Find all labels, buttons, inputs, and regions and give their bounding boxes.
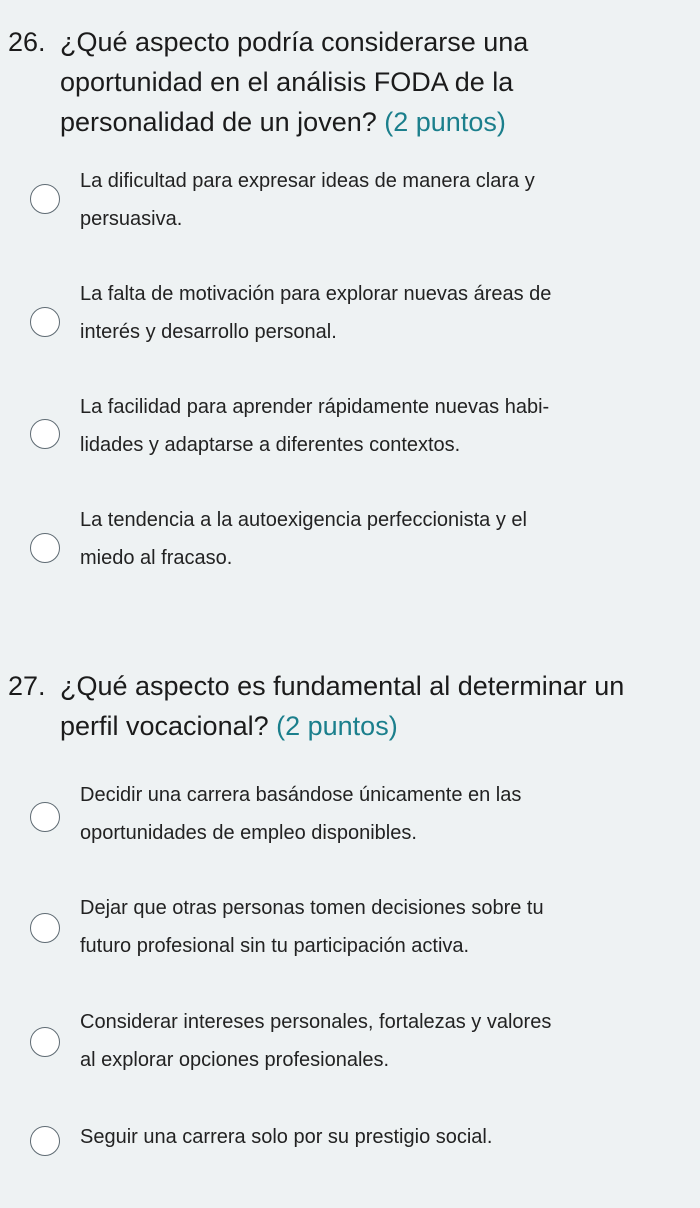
question-26-option-b[interactable]: [0, 273, 700, 363]
option-text: La dificultad para expresar ideas de manera clara y persuasiva.: [80, 170, 535, 230]
question-26-option-c[interactable]: [0, 386, 700, 476]
radio-button[interactable]: [30, 1027, 60, 1057]
option-text: Considerar intereses personales, fortalezas y valores al explorar opciones profesionales.: [80, 1011, 552, 1071]
question-points: (2 puntos): [276, 711, 398, 741]
radio-button[interactable]: [30, 1126, 60, 1156]
radio-button[interactable]: [30, 184, 60, 214]
radio-button[interactable]: [30, 913, 60, 943]
question-title-line: ¿Qué aspecto es fundamental al determinar un: [60, 671, 625, 701]
option-text: Seguir una carrera solo por su prestigio social.: [80, 1126, 493, 1148]
option-text: La falta de motivación para explorar nuevas áreas de interés y desarrollo personal.: [80, 283, 552, 343]
question-27-option-d[interactable]: [0, 1118, 700, 1208]
radio-button[interactable]: [30, 533, 60, 563]
radio-button[interactable]: [30, 307, 60, 337]
option-text: Dejar que otras personas tomen decisiones sobre tu futuro profesional sin tu participación activa.: [80, 897, 544, 957]
question-title-line: ¿Qué aspecto podría considerarse una: [60, 27, 529, 57]
question-26-title: [0, 22, 690, 142]
question-27-option-a[interactable]: [0, 776, 700, 866]
option-text: La tendencia a la autoexigencia perfeccionista y el miedo al fracaso.: [80, 509, 527, 569]
radio-button[interactable]: [30, 419, 60, 449]
question-title-line: oportunidad en el análisis FODA de la: [60, 67, 514, 97]
radio-button[interactable]: [30, 802, 60, 832]
question-number: 26.: [8, 27, 46, 57]
question-points: (2 puntos): [384, 107, 506, 137]
question-26-option-d[interactable]: [0, 499, 700, 589]
question-title-line: personalidad de un joven?: [60, 107, 385, 137]
question-title-line: perfil vocacional?: [60, 711, 277, 741]
question-27-option-c[interactable]: [0, 1003, 700, 1093]
question-number: 27.: [8, 671, 46, 701]
option-text: Decidir una carrera basándose únicamente en las oportunidades de empleo disponibles.: [80, 784, 522, 844]
question-27-title: [0, 666, 690, 746]
question-26-option-a[interactable]: [0, 160, 700, 250]
question-27-option-b[interactable]: [0, 889, 700, 979]
option-text: La facilidad para aprender rápidamente nuevas habi- lidades y adaptarse a diferentes contextos.: [80, 396, 550, 456]
